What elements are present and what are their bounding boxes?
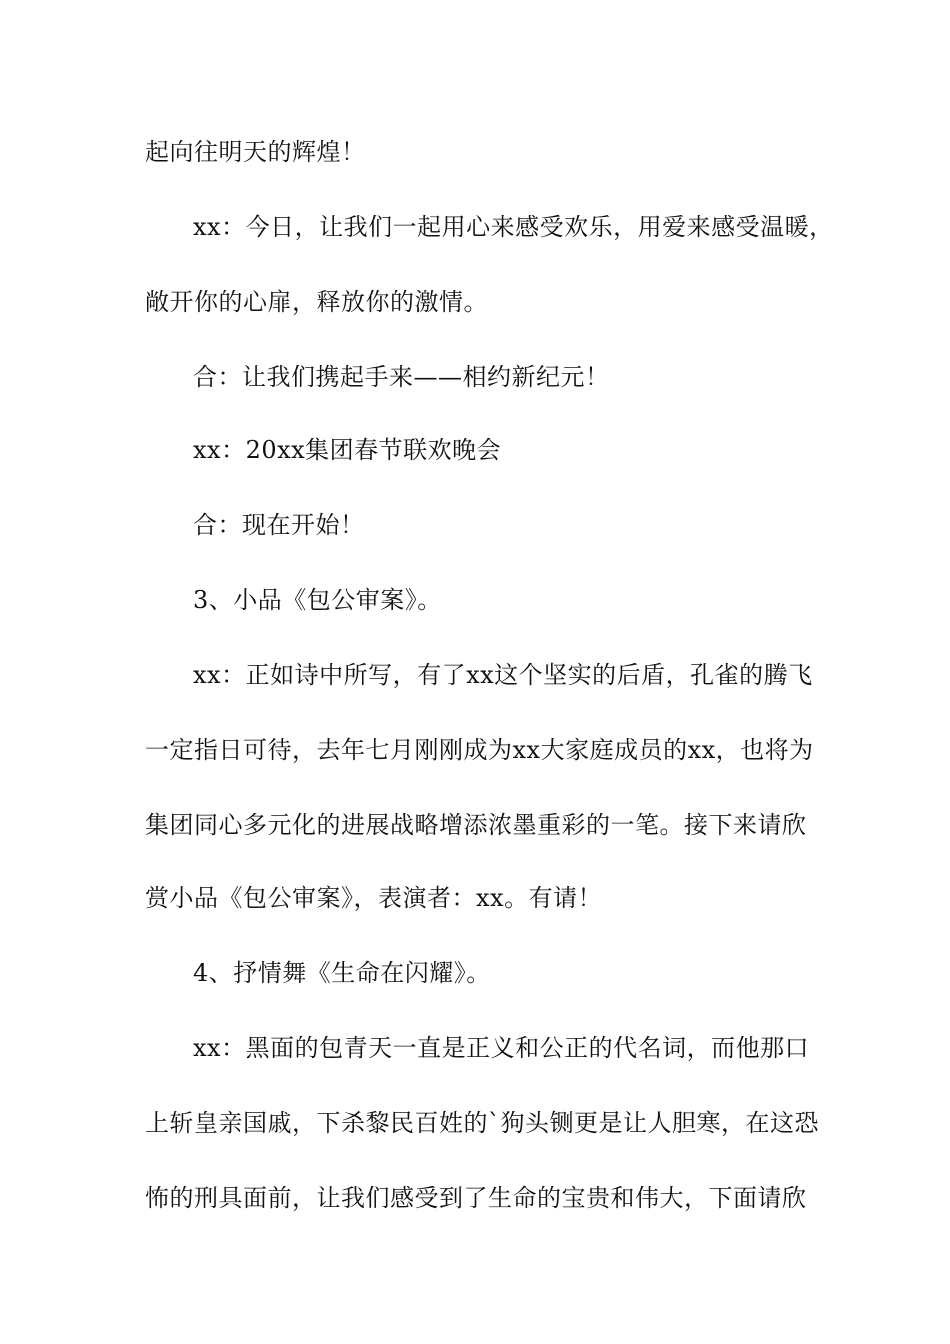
text-line: 起向往明天的辉煌！	[145, 138, 366, 166]
text-line: xx：20xx集团春节联欢晚会	[193, 436, 502, 464]
text-line: 上斩皇亲国戚，下杀黎民百姓的`狗头铡更是让人胆寒，在这恐	[145, 1109, 819, 1137]
text-line: xx：正如诗中所写，有了xx这个坚实的后盾，孔雀的腾飞	[193, 661, 813, 689]
section-heading: 4、抒情舞《生命在闪耀》。	[193, 959, 491, 987]
text-line: xx：黑面的包青天一直是正义和公正的代名词，而他那口	[193, 1034, 810, 1062]
section-heading: 3、小品《包公审案》。	[193, 586, 442, 614]
text-line: 怖的刑具面前，让我们感受到了生命的宝贵和伟大，下面请欣	[145, 1184, 807, 1212]
text-line: xx：今日，让我们一起用心来感受欢乐，用爱来感受温暖，	[193, 213, 834, 241]
text-line: 合：让我们携起手来——相约新纪元！	[193, 363, 610, 391]
text-line: 敞开你的心扉，释放你的激情。	[145, 288, 488, 316]
text-line: 一定指日可待，去年七月刚刚成为xx大家庭成员的xx，也将为	[145, 736, 814, 764]
text-line: 合：现在开始！	[193, 511, 365, 539]
text-line: 赏小品《包公审案》，表演者：xx。有请！	[145, 884, 603, 912]
text-line: 集团同心多元化的进展战略增添浓墨重彩的一笔。接下来请欣	[145, 811, 807, 839]
